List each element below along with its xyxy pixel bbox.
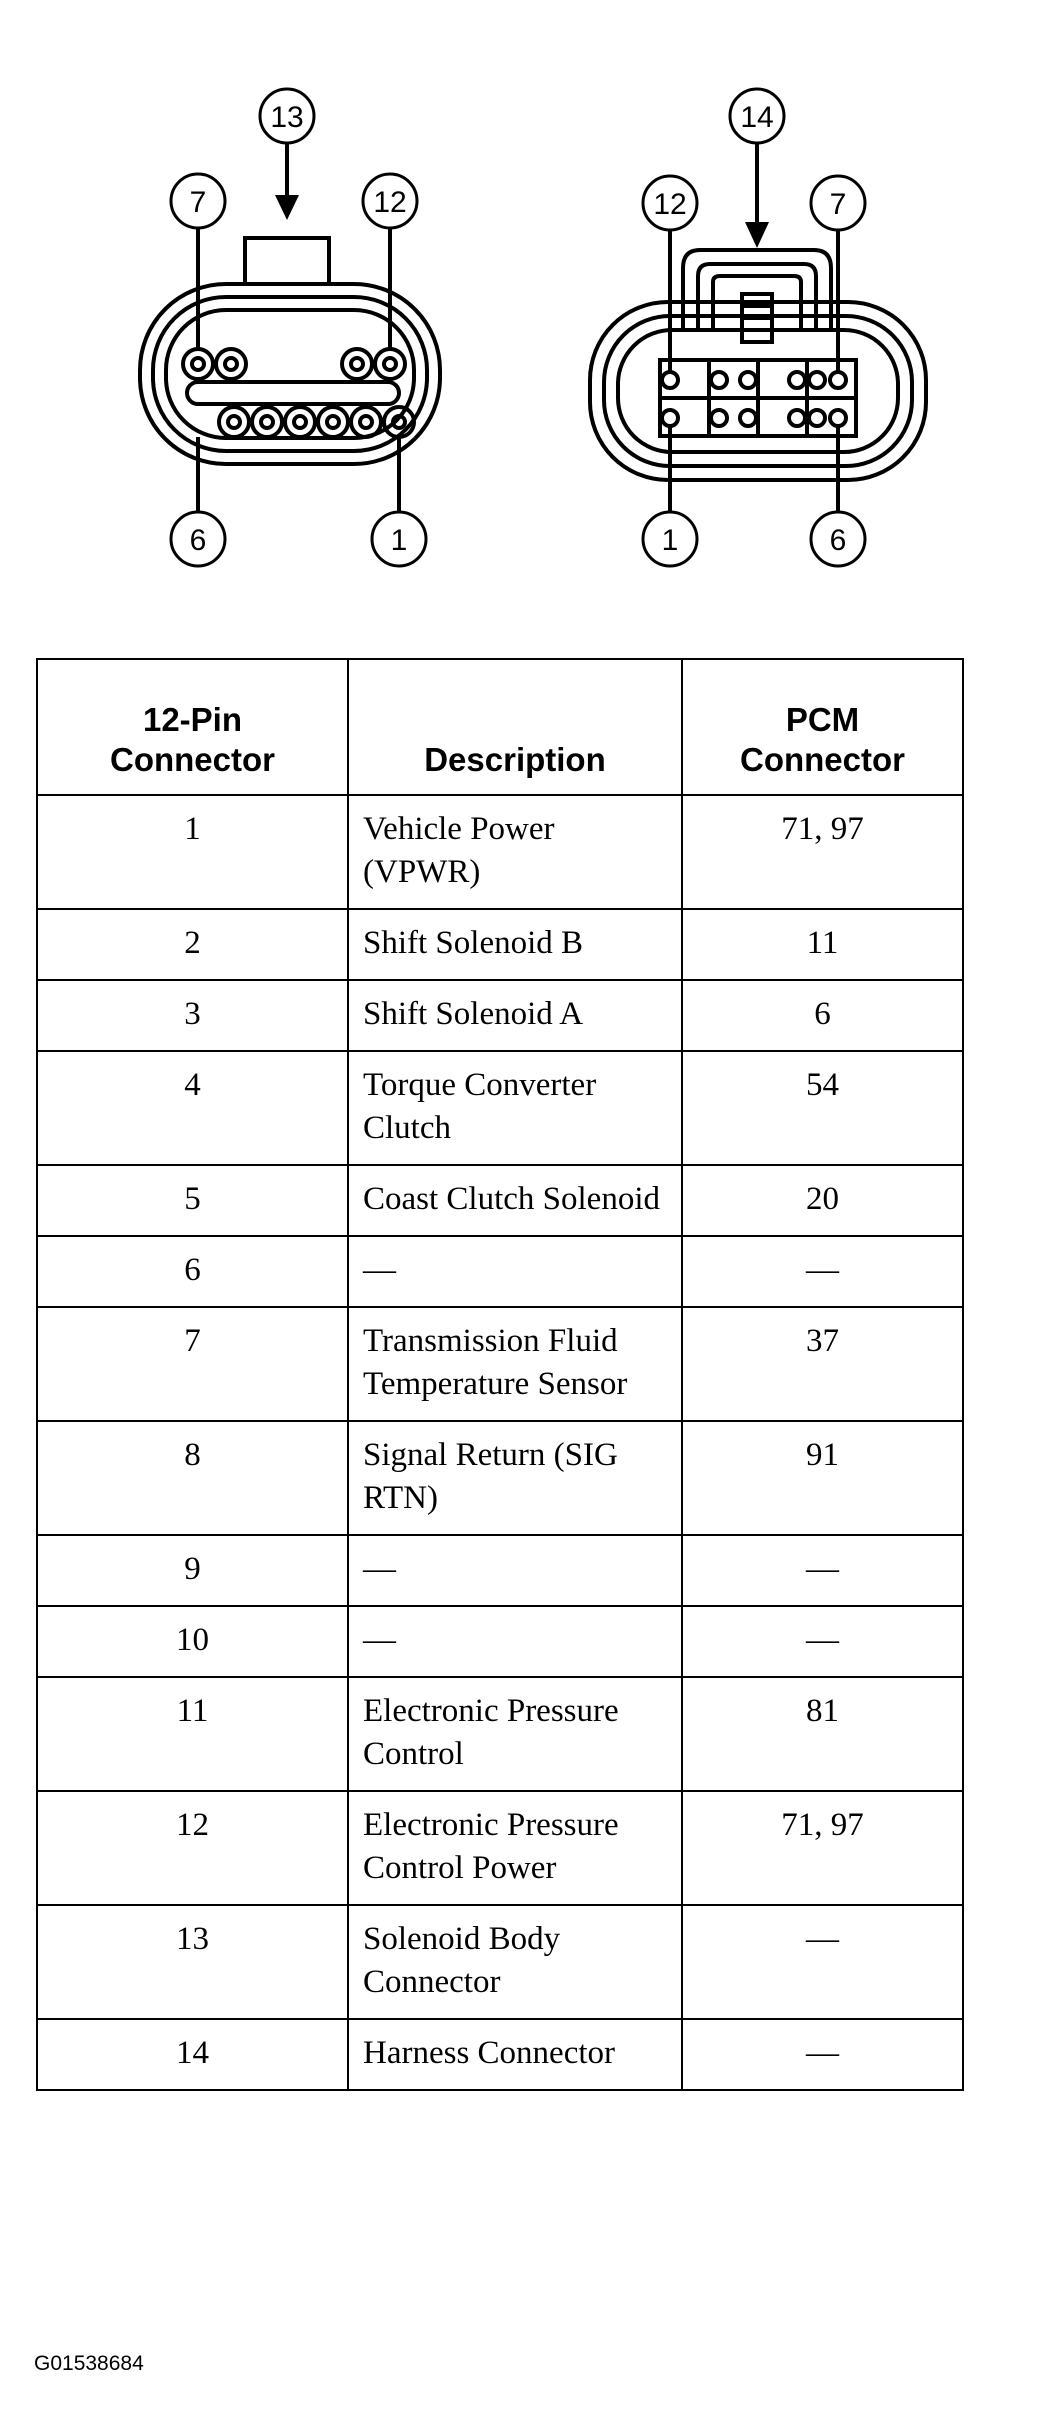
pin-description: Vehicle Power (VPWR): [348, 795, 682, 909]
pin-number: 14: [37, 2019, 348, 2090]
figure-id: G01538684: [34, 2352, 144, 2375]
callout-7-right: [811, 176, 865, 230]
svg-text:1: 1: [661, 524, 679, 557]
pcm-pin: 91: [682, 1421, 963, 1535]
table-row: [37, 2019, 963, 2090]
header-12-pin-connector: 12-Pin Connector: [37, 659, 348, 795]
pcm-pin: 71, 97: [682, 795, 963, 909]
table-row: [37, 1606, 963, 1677]
pcm-pin: 20: [682, 1165, 963, 1236]
pcm-pin: —: [682, 1535, 963, 1606]
pin-description: Transmission Fluid Temperature Sensor: [348, 1307, 682, 1421]
pin-description: —: [348, 1606, 682, 1677]
pin-description: Shift Solenoid A: [348, 980, 682, 1051]
svg-text:12: 12: [653, 188, 687, 221]
callout-6-left: [171, 512, 225, 566]
pin-number: 11: [37, 1677, 348, 1791]
pin-number: 13: [37, 1905, 348, 2019]
pin-description: Harness Connector: [348, 2019, 682, 2090]
svg-text:12: 12: [373, 186, 407, 219]
pcm-pin: 54: [682, 1051, 963, 1165]
pcm-pin: 6: [682, 980, 963, 1051]
svg-text:6: 6: [829, 524, 847, 557]
pin-description: Electronic Pressure Control Power: [348, 1791, 682, 1905]
pin-number: 4: [37, 1051, 348, 1165]
pin-table: [36, 658, 964, 2091]
svg-text:7: 7: [189, 186, 207, 219]
pin-description: Torque Converter Clutch: [348, 1051, 682, 1165]
pin-number: 1: [37, 795, 348, 909]
pin-description: Solenoid Body Connector: [348, 1905, 682, 2019]
pin-number: 3: [37, 980, 348, 1051]
svg-text:7: 7: [829, 188, 847, 221]
pin-number: 9: [37, 1535, 348, 1606]
header-pcm-connector: PCM Connector: [682, 659, 963, 795]
pin-number: 5: [37, 1165, 348, 1236]
svg-text:1: 1: [390, 524, 408, 557]
pin-description: —: [348, 1535, 682, 1606]
pin-description: Electronic Pressure Control: [348, 1677, 682, 1791]
connector-diagram: [0, 0, 1044, 600]
pcm-pin: —: [682, 1905, 963, 2019]
callout-12-left: [363, 174, 417, 228]
pin-table-header-row: [37, 659, 963, 795]
pcm-pin: —: [682, 2019, 963, 2090]
pin-number: 10: [37, 1606, 348, 1677]
callout-6-right: [811, 512, 865, 566]
pcm-pin: —: [682, 1606, 963, 1677]
header-description: Description: [348, 659, 682, 795]
table-row: [37, 1421, 963, 1535]
pin-number: 2: [37, 909, 348, 980]
callout-13: [260, 89, 314, 143]
pin-number: 8: [37, 1421, 348, 1535]
pin-number: 6: [37, 1236, 348, 1307]
table-row: [37, 1165, 963, 1236]
pin-description: Shift Solenoid B: [348, 909, 682, 980]
table-row: [37, 795, 963, 909]
pin-description: Coast Clutch Solenoid: [348, 1165, 682, 1236]
harness-connector-drawing: [590, 143, 926, 512]
table-row: [37, 1307, 963, 1421]
svg-text:14: 14: [740, 101, 774, 134]
svg-text:6: 6: [189, 524, 207, 557]
svg-text:13: 13: [270, 101, 304, 134]
callout-1-right: [643, 512, 697, 566]
callout-7-left: [171, 174, 225, 228]
table-row: [37, 980, 963, 1051]
pin-number: 7: [37, 1307, 348, 1421]
pcm-pin: 81: [682, 1677, 963, 1791]
table-row: [37, 1677, 963, 1791]
pcm-pin: —: [682, 1236, 963, 1307]
table-row: [37, 1791, 963, 1905]
callout-14: [730, 89, 784, 143]
table-row: [37, 1051, 963, 1165]
callout-1-left: [372, 512, 426, 566]
table-row: [37, 1236, 963, 1307]
table-row: [37, 909, 963, 980]
table-row: [37, 1905, 963, 2019]
pcm-pin: 37: [682, 1307, 963, 1421]
pin-number: 12: [37, 1791, 348, 1905]
pin-description: Signal Return (SIG RTN): [348, 1421, 682, 1535]
callout-12-right: [643, 176, 697, 230]
pin-description: —: [348, 1236, 682, 1307]
pcm-pin: 71, 97: [682, 1791, 963, 1905]
pcm-pin: 11: [682, 909, 963, 980]
table-row: [37, 1535, 963, 1606]
